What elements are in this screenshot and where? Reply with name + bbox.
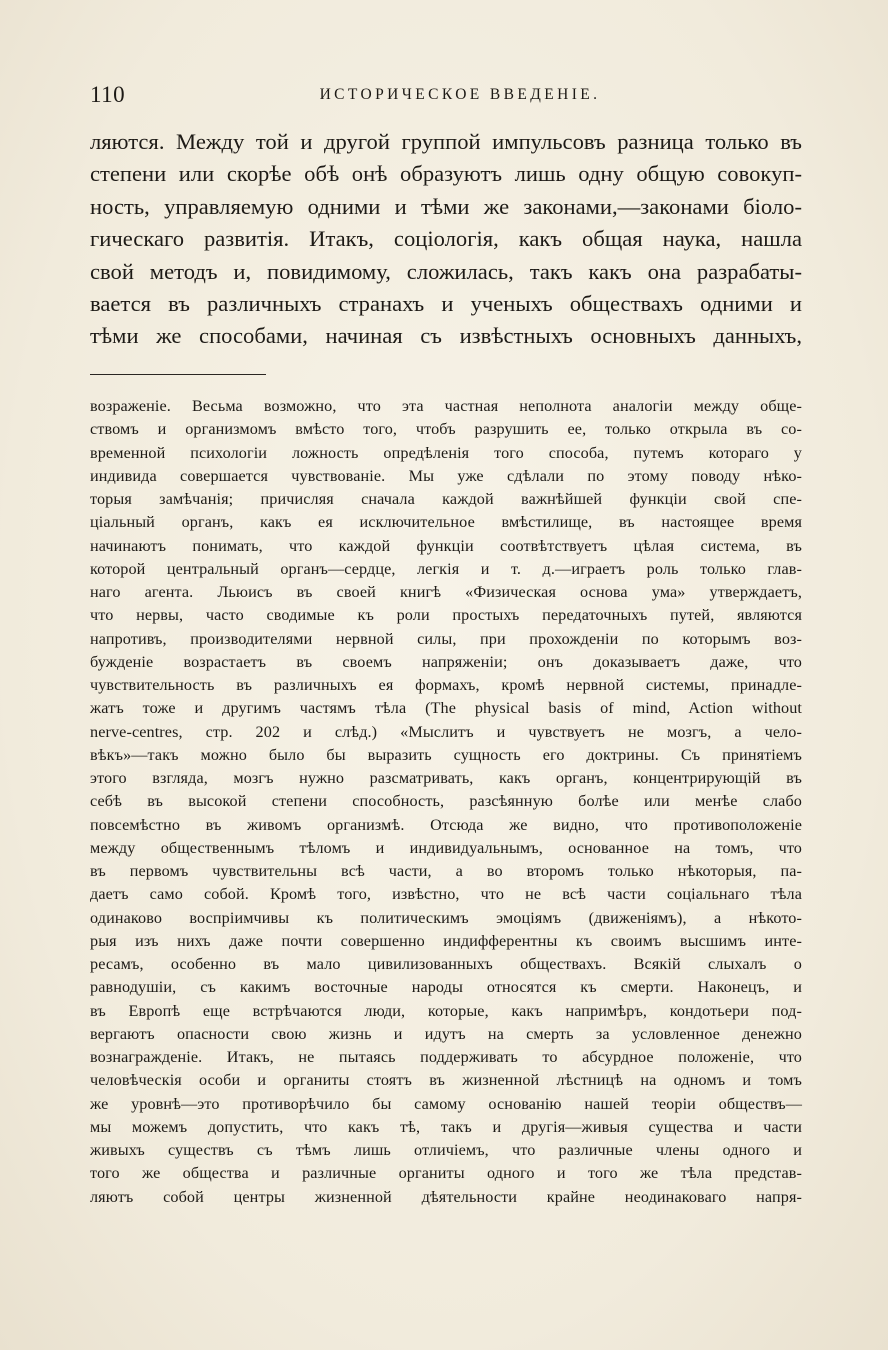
footnote-line: напротивъ, производителями нервной силы, при прохожденіи по которымъ воз- (90, 629, 802, 648)
footnote-line: живыхъ существъ съ тѣмъ лишь отличіемъ, что различные члены одного и (90, 1141, 802, 1159)
footnote-line: временной психологіи ложность опредѣленія того способа, путемъ котораго у (90, 443, 802, 462)
footnote-line: вознагражденіе. Итакъ, не пытаясь поддерживать то абсурдное положеніе, что (90, 1048, 802, 1066)
footnote-line: возраженіе. Весьма возможно, что эта частная неполнота аналогіи между обще- (90, 397, 802, 415)
footnote-line: того же общества и различные органиты одного и того же тѣла представ- (90, 1164, 802, 1183)
page-header (90, 82, 800, 114)
main-text-line: тѣми же способами, начиная съ извѣстныхъ основныхъ данныхъ, (90, 323, 802, 349)
main-text-line: ность, управляемую одними и тѣми же законами,—законами біоло- (90, 193, 802, 219)
footnote-line: торыя замѣчанія; причисляя сначала каждой важнѣйшей функціи свой спе- (90, 490, 802, 508)
footnote-line: въ первомъ чувствительны всѣ части, а во второмъ только нѣкоторыя, па- (90, 862, 802, 880)
main-text-line: вается въ различныхъ странахъ и ученыхъ обществахъ одними и (90, 291, 802, 317)
footnote-line: жатъ тоже и другимъ частямъ тѣла (The physical basis of mind, Action without (90, 699, 802, 718)
footnote-line: наго агента. Льюисъ въ своей книгѣ «Физическая основа ума» утверждаетъ, (90, 583, 802, 601)
main-text-line: гическаго развитія. Итакъ, соціологія, какъ общая наука, нашла (90, 226, 802, 252)
footnote-line: же уровнѣ—это противорѣчило бы самому основанію нашей теоріи обществъ— (90, 1094, 802, 1113)
footnote-line: человѣческія особи и органиты стоятъ въ жизненной лѣстницѣ на одномъ и томъ (90, 1071, 802, 1090)
footnote-line: между общественнымъ тѣломъ и индивидуальнымъ, основанное на томъ, что (90, 838, 802, 857)
footnote-line: ствомъ и организмомъ вмѣсто того, чтобъ разрушить ее, только открыла въ со- (90, 420, 802, 439)
footnote-line: чувствительность въ различныхъ ея формахъ, кромѣ нервной системы, принадле- (90, 676, 802, 694)
footnote-line: бужденіе возрастаетъ въ своемъ напряженіи; онъ доказываетъ даже, что (90, 652, 802, 671)
main-text-line: ляются. Между той и другой группой импульсовъ разница только въ (90, 129, 802, 154)
running-head: ИСТОРИЧЕСКОЕ ВВЕДЕНІЕ. (319, 86, 601, 103)
footnote-line: индивида совершается чувствованіе. Мы уже сдѣлали по этому поводу нѣко- (90, 466, 802, 485)
main-text-line: свой методъ и, повидимому, сложилась, такъ какъ она разрабаты- (90, 258, 802, 284)
footnote-line: вѣкъ»—такъ можно было бы выразить сущность его доктрины. Съ принятіемъ (90, 745, 802, 764)
footnote-line: повсемѣстно въ живомъ организмѣ. Отсюда же видно, что противоположеніе (90, 815, 802, 834)
footnote-line: этого взгляда, мозгъ нужно разсматривать, какъ органъ, концентрирующій въ (90, 769, 802, 787)
footnote-line: мы можемъ допустить, что какъ тѣ, такъ и другія—живыя существа и части (90, 1117, 802, 1136)
footnote-line: одинаково воспріимчивы къ политическимъ эмоціямъ (движеніямъ), а нѣкото- (90, 908, 802, 927)
footnote-line: даетъ само собой. Кромѣ того, извѣстно, что не всѣ части соціальнаго тѣла (90, 885, 802, 904)
footnote-line: ляютъ собой центры жизненной дѣятельности крайне неодинаковаго напря- (90, 1187, 802, 1206)
footnote-line: ціальный органъ, какъ ея исключительное вмѣстилище, въ настоящее время (90, 513, 802, 532)
footnote-line: въ Европѣ еще встрѣчаются люди, которые, какъ напримѣръ, кондотьери под- (90, 1001, 802, 1020)
footnote-line: рыя изъ нихъ даже почти совершенно индифферентны къ своимъ высшимъ инте- (90, 931, 802, 950)
footnote-line: равнодушіи, съ какимъ восточные народы относятся къ смерти. Наконецъ, и (90, 978, 802, 997)
page-number: 110 (90, 82, 126, 107)
footnote-line: ресамъ, особенно въ мало цивилизованныхъ обществахъ. Всякій слыхалъ о (90, 955, 802, 973)
footnote-line: начинаютъ понимать, что каждой функціи соотвѣтствуетъ цѣлая система, въ (90, 536, 802, 555)
footnote (90, 395, 802, 1209)
footnote-line: которой центральный органъ—сердце, легкія и т. д.—играетъ роль только глав- (90, 559, 802, 578)
footnote-divider (90, 374, 266, 375)
main-text (90, 126, 802, 353)
footnote-line: nerve-centres, стр. 202 и слѣд.) «Мыслитъ и чувствуетъ не мозгъ, а чело- (90, 722, 802, 741)
footnote-line: себѣ въ высокой степени способность, разсѣянную болѣе или менѣе слабо (90, 792, 802, 811)
footnote-line: что нервы, часто сводимые къ роли простыхъ передаточныхъ путей, являются (90, 606, 802, 625)
main-text-line: степени или скорѣе обѣ онѣ образуютъ лишь одну общую совокуп- (90, 161, 802, 187)
footnote-line: вергаютъ опасности свою жизнь и идутъ на смерть за условленное денежно (90, 1024, 802, 1043)
